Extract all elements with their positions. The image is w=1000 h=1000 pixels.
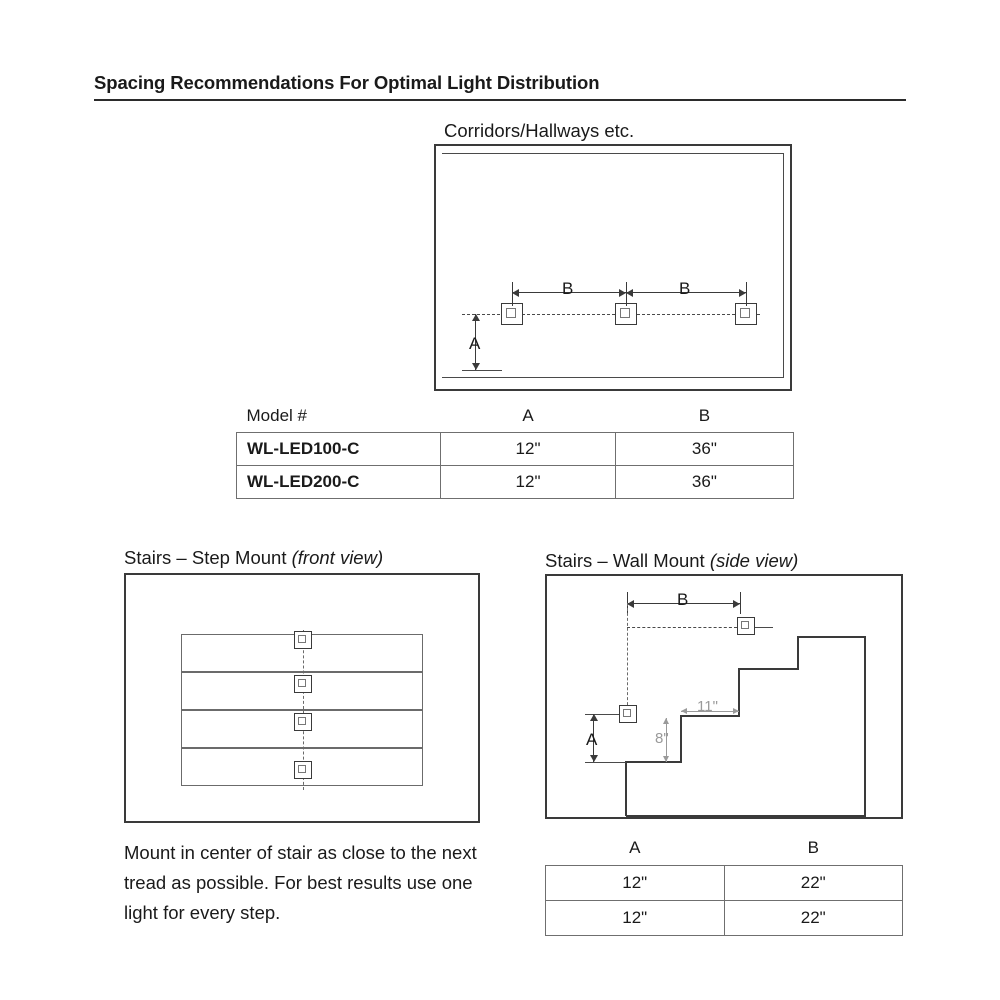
wall-mount-fixture-level-line	[627, 627, 737, 628]
tread-dimension-label: 11"	[697, 698, 718, 715]
step-mount-heading	[124, 547, 383, 569]
wall-mount-table-header-a: A	[629, 838, 641, 857]
corridor-room-outline	[434, 144, 792, 391]
wall-mount-row1-a: 12"	[546, 866, 725, 901]
light-fixture-icon	[294, 713, 312, 731]
corridor-wall-line-bottom	[442, 377, 784, 378]
wall-mount-upper-fixture-wall-line	[755, 627, 773, 628]
corridor-row1-model: WL-LED100-C	[237, 433, 441, 466]
wall-mount-table-header-b: B	[807, 838, 819, 857]
light-fixture-icon	[294, 761, 312, 779]
corridor-row2-b: 36"	[615, 466, 793, 499]
wall-mount-heading	[545, 550, 798, 572]
wall-mount-b-tick-right	[740, 592, 741, 614]
wall-mount-row2-a: 12"	[546, 901, 725, 936]
corridor-dimension-a-label: A	[469, 334, 481, 353]
corridor-table-header-model: Model #	[246, 406, 307, 425]
table-row	[237, 466, 794, 499]
wall-mount-row1-b: 22"	[724, 866, 903, 901]
wall-mount-dimension-b-label: B	[677, 590, 689, 609]
corridor-row1-a: 12"	[441, 433, 616, 466]
corridor-row1-b: 36"	[615, 433, 793, 466]
wall-mount-a-base-line	[585, 762, 626, 763]
table-header-row	[237, 400, 794, 433]
wall-mount-heading-subtitle: (side view)	[709, 550, 799, 571]
light-fixture-icon	[501, 303, 523, 325]
step-mount-heading-subtitle: (front view)	[291, 547, 384, 568]
corridor-wall-line-right	[783, 153, 784, 377]
table-row	[546, 901, 903, 936]
table-header-row	[546, 831, 903, 866]
wall-mount-frame	[545, 574, 903, 819]
corridor-b2-tick-right	[746, 282, 747, 306]
wall-mount-vertical-reference-line	[627, 603, 628, 715]
wall-mount-spec-table	[545, 831, 903, 936]
corridor-dimension-b2-label: B	[679, 279, 691, 298]
table-row	[237, 433, 794, 466]
corridor-row2-a: 12"	[441, 466, 616, 499]
wall-mount-row2-b: 22"	[724, 901, 903, 936]
corridor-wall-line-top	[442, 153, 784, 154]
riser-dimension-label: 8"	[655, 730, 669, 747]
page-title: Spacing Recommendations For Optimal Light Distribution	[94, 72, 600, 93]
corridor-row2-model: WL-LED200-C	[237, 466, 441, 499]
step-mount-heading-main: Stairs – Step Mount	[124, 547, 287, 568]
step-mount-caption: Mount in center of stair as close to the next tread as possible. For best results use one light for every step.	[124, 842, 477, 923]
corridor-a-extension-line	[462, 370, 502, 371]
light-fixture-icon	[737, 617, 755, 635]
light-fixture-icon	[294, 675, 312, 693]
wall-mount-dimension-a-label: A	[586, 730, 598, 749]
corridor-table-header-a: A	[522, 406, 534, 425]
table-row	[546, 866, 903, 901]
corridor-table-header-b: B	[698, 406, 711, 425]
light-fixture-icon	[615, 303, 637, 325]
title-divider	[94, 99, 906, 101]
light-fixture-icon	[735, 303, 757, 325]
corridor-spec-table	[236, 400, 794, 499]
light-fixture-icon	[294, 631, 312, 649]
wall-mount-heading-main: Stairs – Wall Mount	[545, 550, 705, 571]
corridor-heading: Corridors/Hallways etc.	[444, 120, 635, 141]
corridor-dimension-b1-label: B	[562, 279, 574, 298]
light-fixture-icon	[619, 705, 637, 723]
